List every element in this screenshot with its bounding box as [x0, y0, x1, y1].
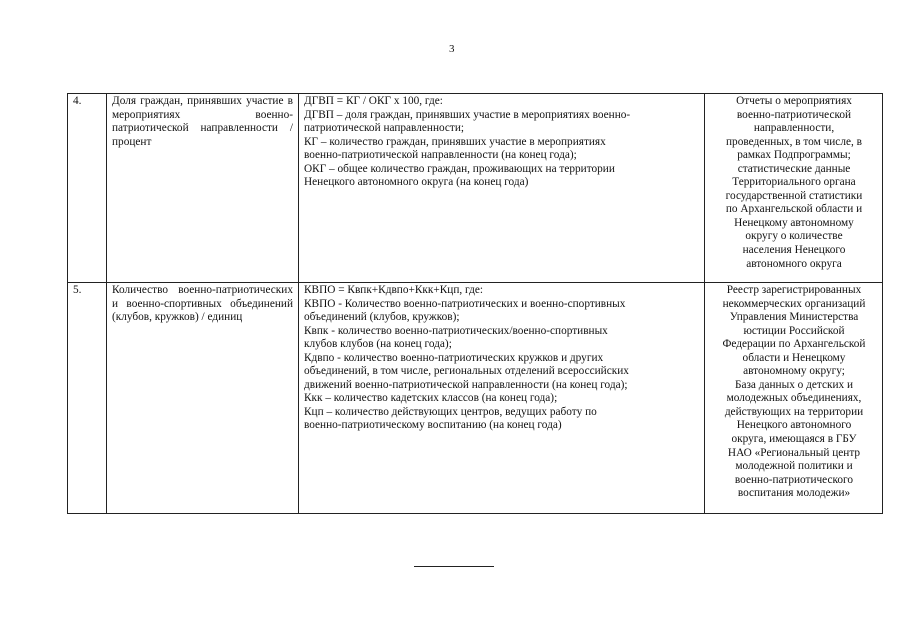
- formula-line: Кдвпо - количество военно-патриотических кружков и других: [304, 351, 604, 364]
- indicator-name-cell: [107, 94, 299, 283]
- data-source-line: государственной статистики: [725, 189, 863, 202]
- formula-line: движений военно-патриотической направленности (на конец года);: [304, 378, 628, 391]
- data-source-line: молодежных объединениях,: [726, 392, 862, 405]
- data-source-line: НАО «Региональный центр: [727, 446, 861, 459]
- data-source-line: Отчеты о мероприятиях: [736, 95, 852, 107]
- formula-line: объединений, в том числе, региональных отделений всероссийских: [304, 365, 629, 378]
- data-source-line: военно-патриотической: [736, 108, 852, 121]
- data-source-line: молодежной политики и: [735, 460, 853, 473]
- table-row: [68, 283, 883, 514]
- data-source-line: Управления Министерства: [729, 311, 859, 324]
- data-source-line: Федерации по Архангельской: [722, 338, 866, 351]
- indicator-name: Доля граждан, принявших участие в мероприятиях военно-патриотической направленности / процент: [112, 95, 293, 148]
- data-source-cell: [705, 94, 883, 283]
- formula-line: объединений (клубов, кружков);: [304, 311, 460, 324]
- data-source-line: некоммерческих организаций: [722, 297, 866, 310]
- data-source-line: автономного округа: [746, 257, 842, 270]
- indicator-name: Количество военно-патриотических и военно-спортивных объединений (клубов, кружков) / единиц: [112, 284, 293, 324]
- table-row: [68, 94, 883, 283]
- formula-line: Кцп – количество действующих центров, ведущих работу по: [304, 405, 597, 418]
- formula-line: ДГВП – доля граждан, принявших участие в мероприятиях военно-: [304, 108, 631, 121]
- formula-line: Квпк - количество военно-патриотических/военно-спортивных: [304, 324, 608, 337]
- formula-line: военно-патриотическому воспитанию (на конец года): [304, 419, 562, 432]
- formula-line: ДГВП = КГ / ОКГ х 100, где:: [304, 95, 443, 107]
- data-source-line: рамках Подпрограммы;: [737, 149, 851, 162]
- data-source-line: Ненецкому автономному: [734, 216, 854, 229]
- formula-line: КГ – количество граждан, принявших участие в мероприятиях: [304, 135, 606, 148]
- data-source-line: Территориального органа: [732, 176, 856, 189]
- indicators-table: [67, 93, 883, 514]
- data-source-line: населения Ненецкого: [742, 244, 846, 257]
- data-source-line: статистические данные: [737, 162, 851, 175]
- data-source-line: автономному округу;: [743, 365, 845, 378]
- data-source-cell: [705, 283, 883, 514]
- data-source-line: проведенных, в том числе, в: [726, 135, 862, 148]
- formula-line: патриотической направленности;: [304, 122, 465, 135]
- data-source-line: воспитания молодежи»: [737, 487, 851, 500]
- indicator-name-cell: [107, 283, 299, 514]
- formula-line: Ненецкого автономного округа (на конец года): [304, 176, 529, 189]
- data-source-line: направленности,: [753, 122, 835, 135]
- data-source-line: Ненецкого автономного: [736, 419, 852, 432]
- formula-line: Ккк – количество кадетских классов (на конец года);: [304, 392, 558, 405]
- formula-line: КВПО - Количество военно-патриотических и военно-спортивных: [304, 297, 626, 310]
- row-number: 4.: [68, 94, 107, 283]
- data-source-line: Реестр зарегистрированных: [726, 284, 862, 296]
- footer-rule: [414, 566, 494, 567]
- formula-line: ОКГ – общее количество граждан, проживающих на территории: [304, 162, 615, 175]
- page-number: 3: [449, 43, 455, 55]
- data-source-line: округа, имеющаяся в ГБУ: [731, 433, 857, 446]
- formula-line: клубов клубов (на конец года);: [304, 338, 452, 351]
- data-source-line: округу о количестве: [745, 230, 843, 243]
- data-source-line: База данных о детских и: [734, 378, 854, 391]
- data-source-line: военно-патриотического: [734, 473, 854, 486]
- formula-line: КВПО = Квпк+Кдвпо+Ккк+Кцп, где:: [304, 284, 483, 296]
- formula-line: военно-патриотической направленности (на конец года);: [304, 149, 577, 162]
- data-source-line: области и Ненецкому: [742, 351, 846, 364]
- data-source-line: действующих на территории: [724, 405, 864, 418]
- data-source-line: по Архангельской области и: [725, 203, 863, 216]
- formula-cell: [299, 283, 705, 514]
- formula-cell: [299, 94, 705, 283]
- row-number: 5.: [68, 283, 107, 514]
- data-source-line: юстиции Российской: [743, 324, 845, 337]
